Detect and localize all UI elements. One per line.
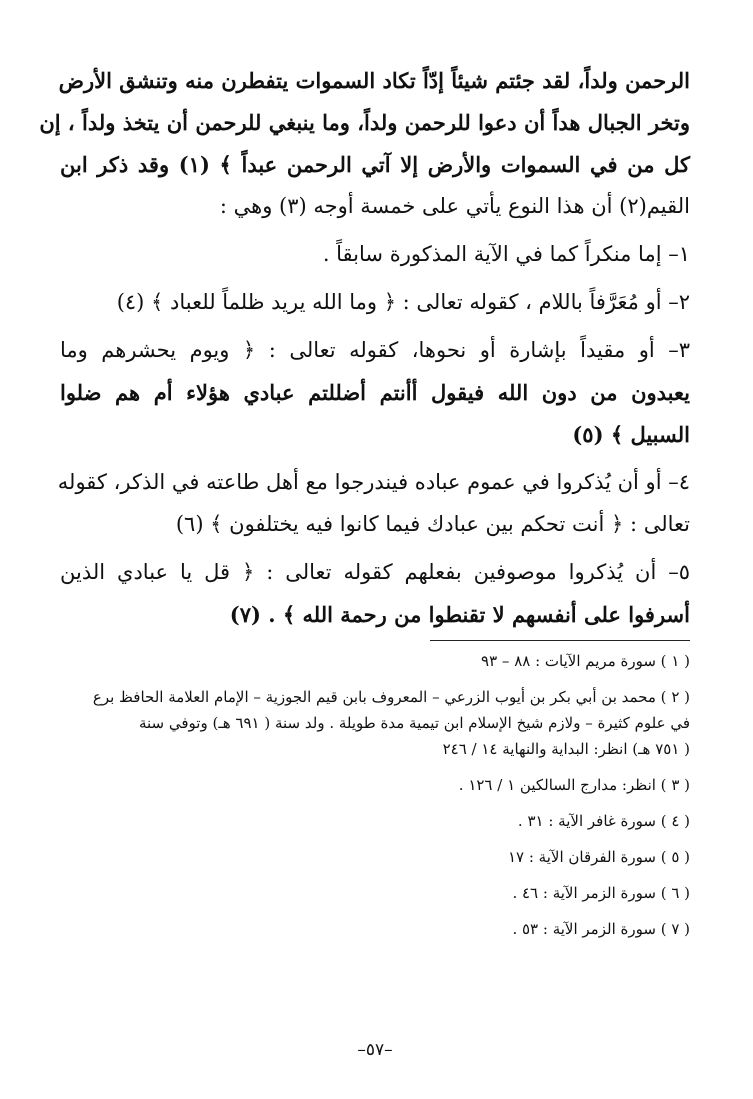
page-number: –٥٧– [357, 1040, 393, 1060]
body-line: القيم(٢) أن هذا النوع يأتي على خمسة أوجه (٣) وهي : [219, 194, 690, 218]
footnote-line: ( ٥ ) سورة الفرقان الآية : ١٧ [507, 848, 690, 866]
body-line: تعالى : ﴿ أنت تحكم بين عبادك فيما كانوا فيه يختلفون ﴾ (٦) [175, 512, 690, 536]
footnote-line: ( ٤ ) سورة غافر الآية : ٣١ . [517, 812, 690, 830]
main-text [39, 64, 690, 640]
footnote-line: ( ٧٥١ هـ) انظر: البداية والنهاية ١٤ / ٢٤٦ [442, 740, 690, 758]
footnotes [60, 650, 690, 954]
body-line: كل من في السموات والأرض إلا آتي الرحمن عبداً ﴾ (١) وقد ذكر ابن [60, 152, 690, 177]
body-line: السبيل ﴾ (٥) [572, 422, 690, 447]
body-line: يعبدون من دون الله فيقول أأنتم أضللتم عبادي هؤلاء أم هم ضلوا [60, 380, 690, 405]
footnote-separator [430, 640, 690, 641]
footnote-line: ( ٦ ) سورة الزمر الآية : ٤٦ . [512, 884, 690, 902]
body-line: الرحمن ولداً، لقد جئتم شيئاً إدّاً تكاد السموات يتفطرن منه وتنشق الأرض [58, 68, 690, 93]
body-line: وتخر الجبال هداً أن دعوا للرحمن ولداً، وما ينبغي للرحمن أن يتخذ ولداً ، إن [39, 110, 690, 135]
footnote-line: في علوم كثيرة – ولازم شيخ الإسلام ابن تيمية مدة طويلة . ولد سنة ( ٦٩١ هـ) وتوفي سنة [138, 714, 690, 732]
footnote-line: ( ١ ) سورة مريم الآيات : ٨٨ – ٩٣ [481, 652, 690, 670]
footnote-line: ( ٧ ) سورة الزمر الآية : ٥٣ . [512, 920, 690, 938]
body-line: أسرفوا على أنفسهم لا تقنطوا من رحمة الله ﴾ . (٧) [229, 602, 690, 627]
body-line: ٤– أو أن يُذكروا في عموم عباده فيندرجوا مع أهل طاعته في الذكر، كقوله [57, 470, 690, 494]
body-line: ١– إما منكراً كما في الآية المذكورة سابقاً . [322, 242, 690, 266]
footnote-line: ( ٣ ) انظر: مدارج السالكين ١ / ١٢٦ . [458, 776, 690, 794]
body-line: ٥– أن يُذكروا موصوفين بفعلهم كقوله تعالى : ﴿ قل يا عبادي الذين [60, 560, 690, 584]
body-line: ٣– أو مقيداً بإشارة أو نحوها، كقوله تعالى : ﴿ ويوم يحشرهم وما [60, 338, 690, 362]
body-line: ٢– أو مُعَرَّفاً باللام ، كقوله تعالى : ﴿ وما الله يريد ظلماً للعباد ﴾ (٤) [116, 290, 690, 314]
footnote-line: ( ٢ ) محمد بن أبي بكر بن أيوب الزرعي – المعروف بابن قيم الجوزية – الإمام العلامة الحافظ برع [92, 688, 690, 706]
